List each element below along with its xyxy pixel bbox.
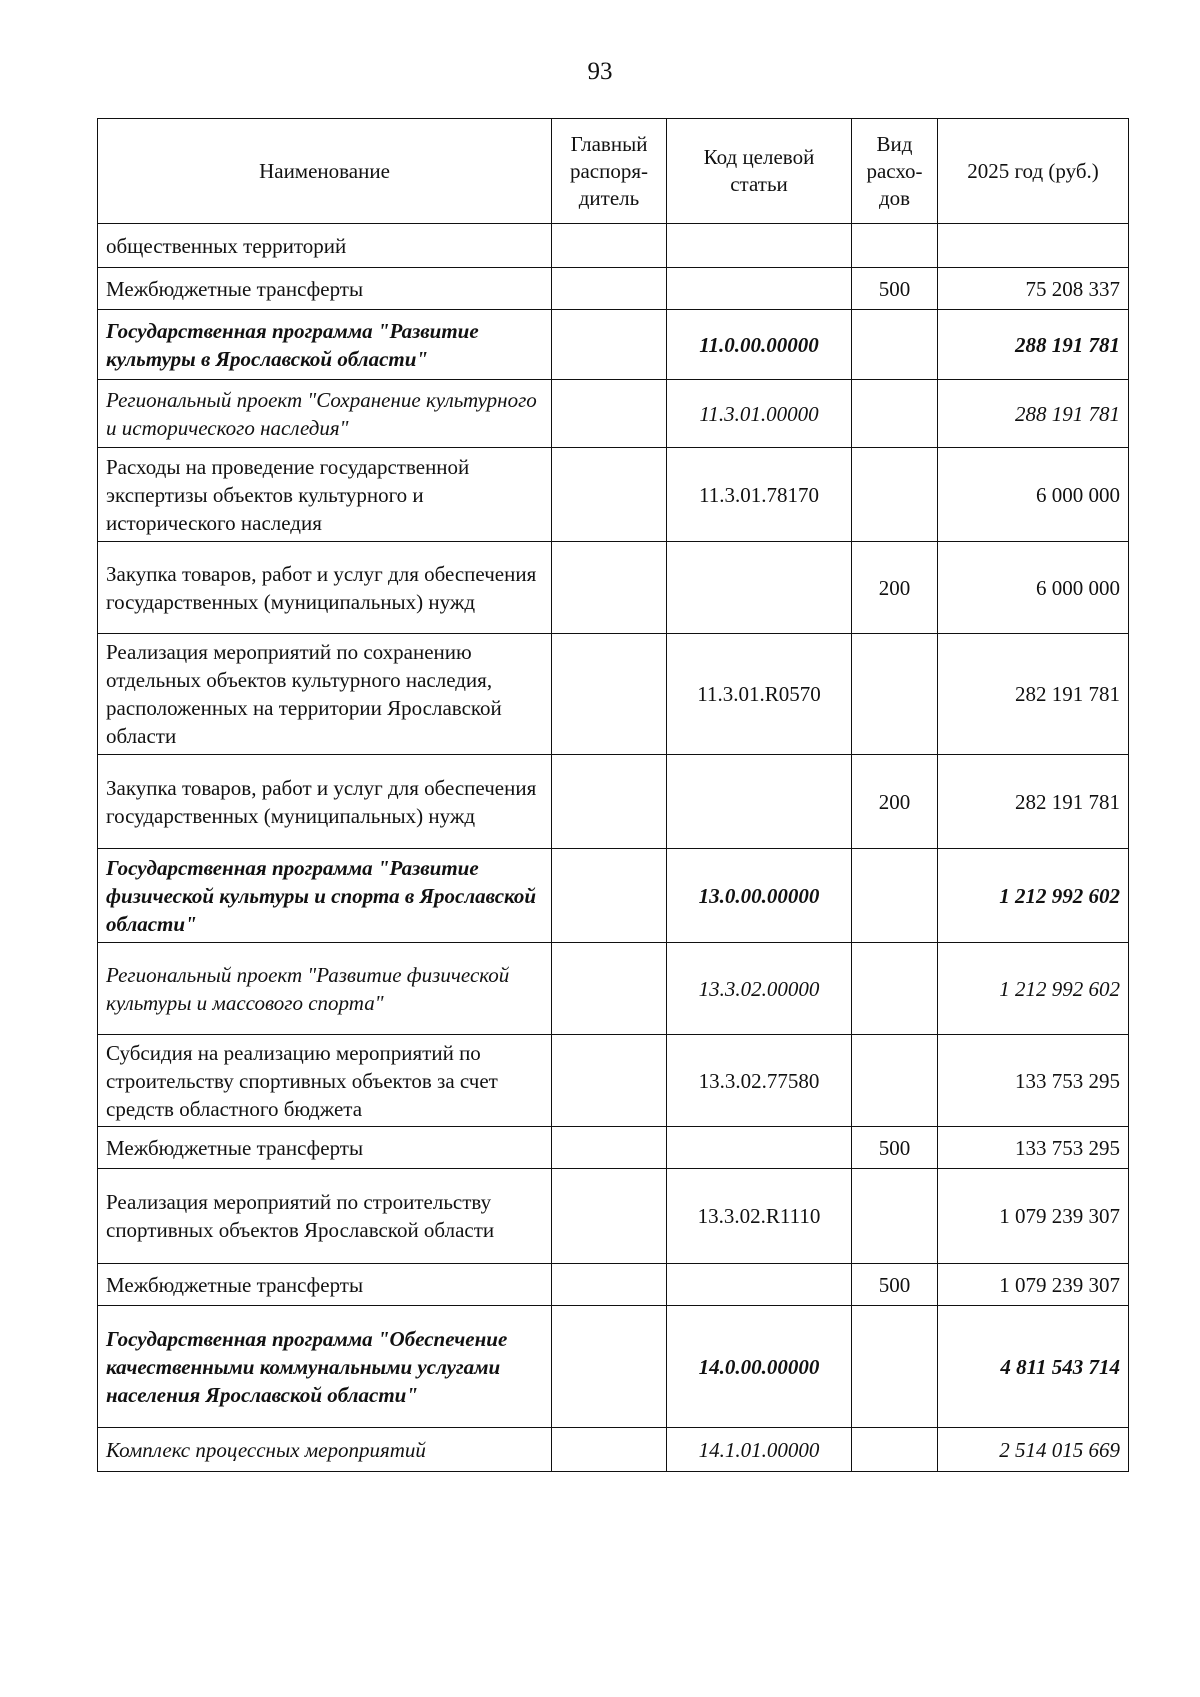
table-row xyxy=(98,1306,1129,1428)
table-row xyxy=(98,268,1129,310)
cell-manager xyxy=(552,1264,667,1306)
cell-code: 11.0.00.00000 xyxy=(667,310,852,380)
cell-type xyxy=(852,1035,938,1127)
cell-amount: 1 079 239 307 xyxy=(938,1169,1129,1264)
cell-amount: 282 191 781 xyxy=(938,634,1129,755)
cell-type: 200 xyxy=(852,755,938,849)
cell-type xyxy=(852,1306,938,1428)
budget-table xyxy=(97,118,1129,1472)
cell-code xyxy=(667,268,852,310)
cell-amount: 288 191 781 xyxy=(938,310,1129,380)
cell-name: Субсидия на реализацию мероприятий по строительству спортивных объектов за счет средств областного бюджета xyxy=(98,1035,552,1127)
cell-code: 13.3.02.77580 xyxy=(667,1035,852,1127)
cell-amount: 6 000 000 xyxy=(938,542,1129,634)
cell-type: 500 xyxy=(852,1127,938,1169)
cell-type xyxy=(852,224,938,268)
cell-amount: 6 000 000 xyxy=(938,448,1129,542)
cell-type xyxy=(852,849,938,943)
table-row xyxy=(98,1428,1129,1472)
column-header-manager: Главный распоря-дитель xyxy=(552,119,667,224)
cell-name: Межбюджетные трансферты xyxy=(98,1127,552,1169)
cell-code: 11.3.01.00000 xyxy=(667,380,852,448)
table-row xyxy=(98,1035,1129,1127)
cell-type xyxy=(852,634,938,755)
cell-type xyxy=(852,380,938,448)
cell-code xyxy=(667,755,852,849)
cell-code xyxy=(667,542,852,634)
cell-manager xyxy=(552,310,667,380)
table-row xyxy=(98,224,1129,268)
cell-amount: 1 212 992 602 xyxy=(938,849,1129,943)
cell-type xyxy=(852,310,938,380)
cell-amount: 75 208 337 xyxy=(938,268,1129,310)
cell-manager xyxy=(552,1035,667,1127)
cell-name: общественных территорий xyxy=(98,224,552,268)
table-header-row xyxy=(98,119,1129,224)
cell-type: 500 xyxy=(852,268,938,310)
cell-amount: 1 079 239 307 xyxy=(938,1264,1129,1306)
cell-name: Комплекс процессных мероприятий xyxy=(98,1428,552,1472)
table-row xyxy=(98,448,1129,542)
cell-name: Закупка товаров, работ и услуг для обеспечения государственных (муниципальных) нужд xyxy=(98,542,552,634)
table-row xyxy=(98,1127,1129,1169)
table-row xyxy=(98,1169,1129,1264)
cell-code: 13.0.00.00000 xyxy=(667,849,852,943)
cell-manager xyxy=(552,943,667,1035)
table-row xyxy=(98,849,1129,943)
column-header-name: Наименование xyxy=(98,119,552,224)
column-header-type: Вид расхо-дов xyxy=(852,119,938,224)
cell-type: 200 xyxy=(852,542,938,634)
table-row xyxy=(98,310,1129,380)
cell-amount: 133 753 295 xyxy=(938,1035,1129,1127)
table-row xyxy=(98,943,1129,1035)
cell-name: Государственная программа "Обеспечение качественными коммунальными услугами населения Ярославской области" xyxy=(98,1306,552,1428)
cell-type: 500 xyxy=(852,1264,938,1306)
column-header-amount: 2025 год (руб.) xyxy=(938,119,1129,224)
cell-manager xyxy=(552,634,667,755)
cell-name: Реализация мероприятий по строительству спортивных объектов Ярославской области xyxy=(98,1169,552,1264)
cell-code: 14.0.00.00000 xyxy=(667,1306,852,1428)
cell-code: 14.1.01.00000 xyxy=(667,1428,852,1472)
cell-manager xyxy=(552,448,667,542)
cell-code: 11.3.01.R0570 xyxy=(667,634,852,755)
cell-manager xyxy=(552,849,667,943)
cell-code xyxy=(667,1264,852,1306)
cell-type xyxy=(852,943,938,1035)
cell-name: Региональный проект "Сохранение культурного и исторического наследия" xyxy=(98,380,552,448)
cell-amount xyxy=(938,224,1129,268)
cell-manager xyxy=(552,268,667,310)
column-header-code: Код целевой статьи xyxy=(667,119,852,224)
cell-code xyxy=(667,224,852,268)
cell-manager xyxy=(552,1428,667,1472)
cell-name: Расходы на проведение государственной экспертизы объектов культурного и исторического наследия xyxy=(98,448,552,542)
cell-amount: 2 514 015 669 xyxy=(938,1428,1129,1472)
page-number: 93 xyxy=(587,58,613,85)
cell-manager xyxy=(552,224,667,268)
cell-amount: 4 811 543 714 xyxy=(938,1306,1129,1428)
cell-amount: 1 212 992 602 xyxy=(938,943,1129,1035)
table-body xyxy=(98,224,1129,1472)
cell-amount: 133 753 295 xyxy=(938,1127,1129,1169)
table-row xyxy=(98,755,1129,849)
cell-type xyxy=(852,448,938,542)
cell-name: Государственная программа "Развитие культуры в Ярославской области" xyxy=(98,310,552,380)
cell-type xyxy=(852,1169,938,1264)
cell-name: Закупка товаров, работ и услуг для обеспечения государственных (муниципальных) нужд xyxy=(98,755,552,849)
cell-name: Реализация мероприятий по сохранению отдельных объектов культурного наследия, расположенных на территории Ярославской области xyxy=(98,634,552,755)
table-row xyxy=(98,1264,1129,1306)
cell-name: Региональный проект "Развитие физической культуры и массового спорта" xyxy=(98,943,552,1035)
cell-manager xyxy=(552,1127,667,1169)
cell-manager xyxy=(552,542,667,634)
cell-name: Межбюджетные трансферты xyxy=(98,1264,552,1306)
cell-code xyxy=(667,1127,852,1169)
cell-manager xyxy=(552,755,667,849)
cell-amount: 282 191 781 xyxy=(938,755,1129,849)
cell-amount: 288 191 781 xyxy=(938,380,1129,448)
cell-manager xyxy=(552,1169,667,1264)
cell-manager xyxy=(552,1306,667,1428)
cell-manager xyxy=(552,380,667,448)
cell-code: 13.3.02.R1110 xyxy=(667,1169,852,1264)
table-row xyxy=(98,380,1129,448)
cell-type xyxy=(852,1428,938,1472)
cell-code: 11.3.01.78170 xyxy=(667,448,852,542)
cell-name: Государственная программа "Развитие физической культуры и спорта в Ярославской области" xyxy=(98,849,552,943)
cell-name: Межбюджетные трансферты xyxy=(98,268,552,310)
table-row xyxy=(98,634,1129,755)
table-row xyxy=(98,542,1129,634)
cell-code: 13.3.02.00000 xyxy=(667,943,852,1035)
